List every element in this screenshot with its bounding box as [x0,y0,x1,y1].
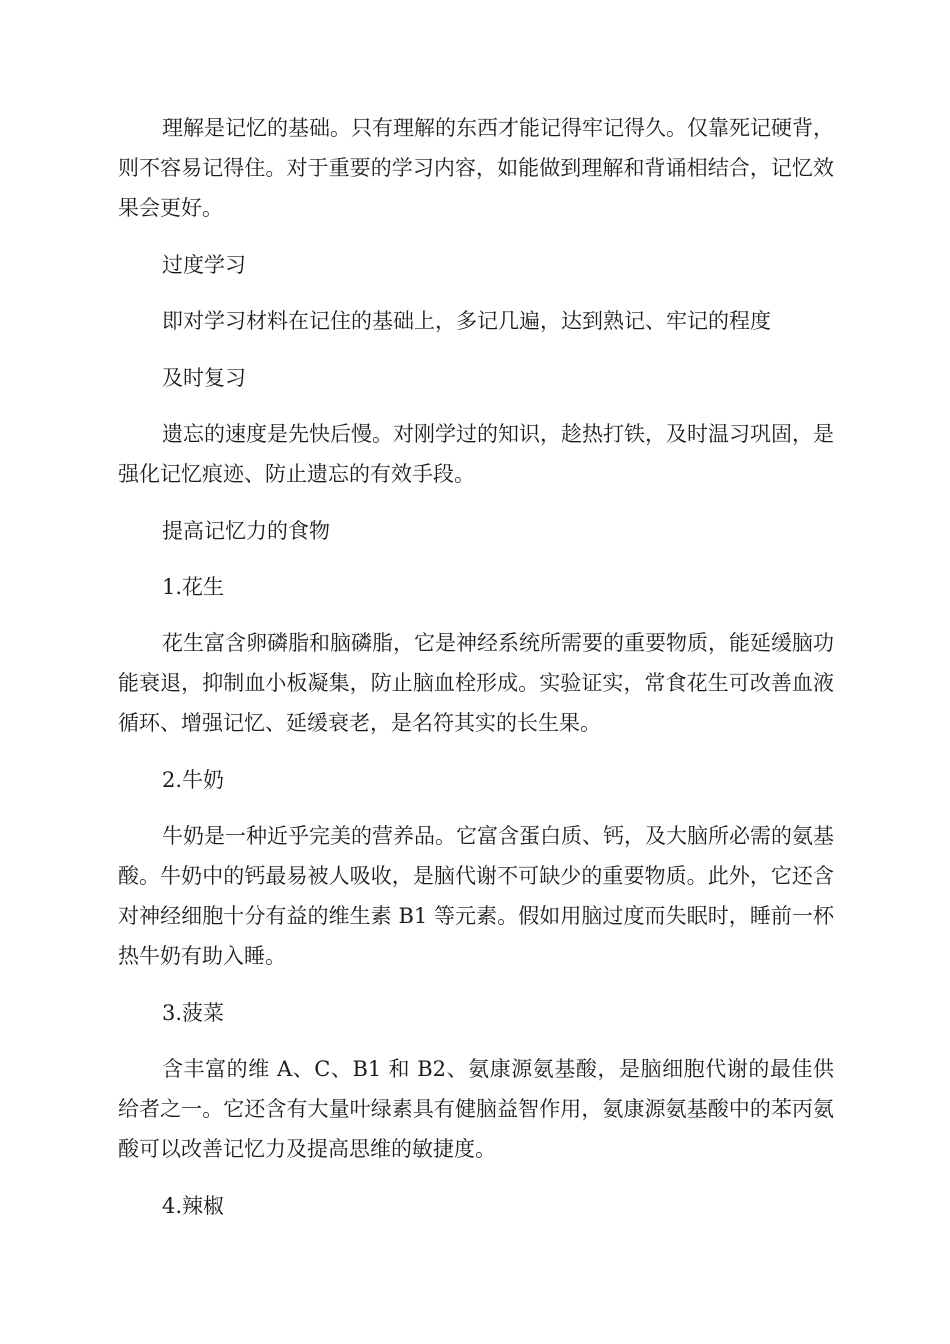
paragraph-timely-review: 遗忘的速度是先快后慢。对刚学过的知识，趁热打铁，及时温习巩固，是强化记忆痕迹、防止遗忘的有效手段。 [118,422,834,486]
paragraph-understanding: 理解是记忆的基础。只有理解的东西才能记得牢记得久。仅靠死记硬背，则不容易记得住。对于重要的学习内容，如能做到理解和背诵相结合，记忆效果会更好。 [118,116,834,220]
heading-overlearning: 过度学习 [162,253,246,277]
heading-peanut: 1.花生 [162,575,225,599]
paragraph-spinach: 含丰富的维 A、C、B1 和 B2、氨康源氨基酸，是脑细胞代谢的最佳供给者之一。它还含有大量叶绿素具有健脑益智作用，氨康源氨基酸中的苯丙氨酸可以改善记忆力及提高思维的敏捷度。 [118,1057,834,1161]
heading-spinach: 3.菠菜 [162,1001,225,1025]
paragraph-milk: 牛奶是一种近乎完美的营养品。它富含蛋白质、钙，及大脑所必需的氨基酸。牛奶中的钙最易被人吸收，是脑代谢不可缺少的重要物质。此外，它还含对神经细胞十分有益的维生素 B1 等元素。假如用脑过度而失眠时，睡前一杯热牛奶有助入睡。 [118,824,834,968]
heading-memory-foods: 提高记忆力的食物 [162,519,330,543]
heading-milk: 2.牛奶 [162,768,225,792]
heading-chili: 4.辣椒 [162,1194,225,1218]
heading-timely-review: 及时复习 [162,366,246,390]
document-page [118,108,834,1242]
paragraph-overlearning: 即对学习材料在记住的基础上，多记几遍，达到熟记、牢记的程度 [162,309,771,333]
paragraph-peanut: 花生富含卵磷脂和脑磷脂，它是神经系统所需要的重要物质，能延缓脑功能衰退，抑制血小板凝集，防止脑血栓形成。实验证实，常食花生可改善血液循环、增强记忆、延缓衰老，是名符其实的长生果。 [118,631,834,735]
